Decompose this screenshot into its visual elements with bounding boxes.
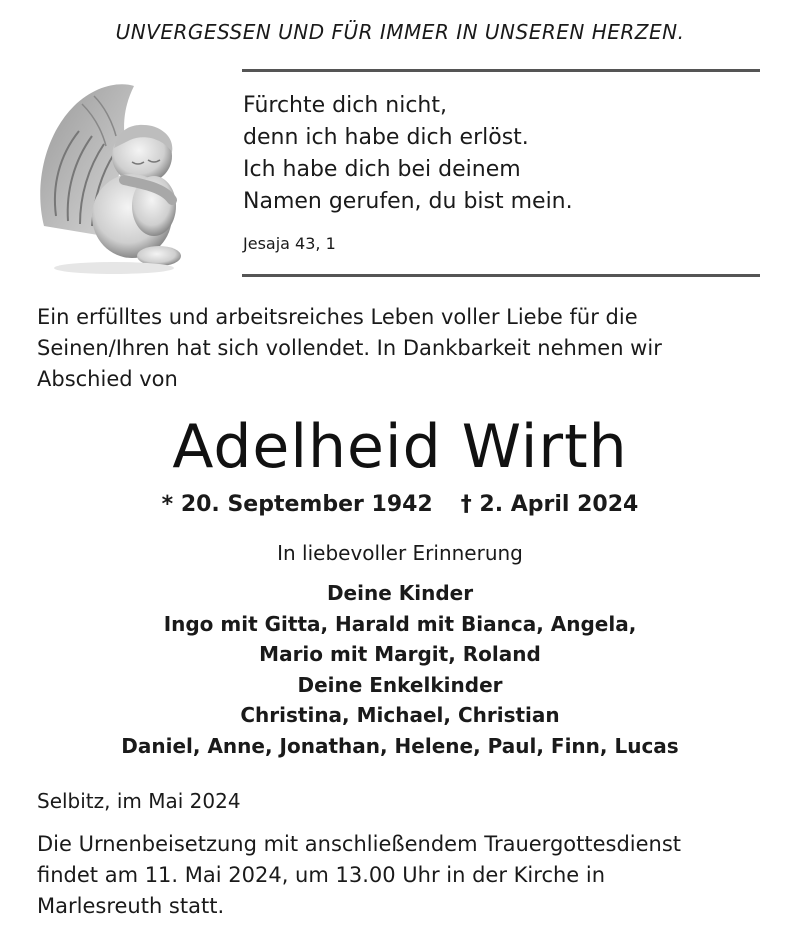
place-date: Selbitz, im Mai 2024 — [37, 789, 241, 813]
death-date: † 2. April 2024 — [460, 492, 639, 517]
mourner-line: Deine Kinder — [326, 581, 474, 605]
mourner-line: Christina, Michael, Christian — [240, 703, 560, 727]
angel-figure-icon — [34, 76, 186, 276]
verse-reference: Jesaja 43, 1 — [243, 234, 336, 253]
deceased-name: Adelheid Wirth — [172, 412, 628, 482]
verse-line: denn ich habe dich erlöst. — [243, 125, 529, 150]
mourner-line: Ingo mit Gitta, Harald mit Bianca, Angela, — [163, 611, 637, 636]
intro-line: Ein erfülltes und arbeitsreiches Leben voller Liebe für die — [37, 305, 638, 329]
verse-line: Namen gerufen, du bist mein. — [243, 189, 573, 214]
burial-line: Marlesreuth statt. — [37, 894, 225, 918]
verse-line: Ich habe dich bei deinem — [243, 157, 521, 182]
verse-line: Fürchte dich nicht, — [243, 93, 447, 118]
intro-line: Seinen/Ihren hat sich vollendet. In Dankbarkeit nehmen wir — [37, 336, 662, 360]
bible-verse — [243, 90, 573, 218]
divider-top — [242, 69, 760, 72]
motto-heading: UNVERGESSEN UND FÜR IMMER IN UNSEREN HERZEN. — [115, 20, 685, 44]
burial-info — [37, 829, 681, 922]
intro-line: Abschied von — [37, 367, 178, 391]
intro-text — [37, 302, 662, 395]
burial-line: findet am 11. Mai 2024, um 13.00 Uhr in der Kirche in — [37, 863, 606, 887]
life-dates — [0, 492, 800, 517]
mourner-line: Mario mit Margit, Roland — [259, 642, 541, 666]
birth-date: * 20. September 1942 — [161, 492, 433, 517]
mourner-line: Deine Enkelkinder — [297, 672, 503, 697]
mourners-list — [0, 578, 800, 761]
divider-bottom — [242, 274, 760, 277]
mourner-line: Daniel, Anne, Jonathan, Helene, Paul, Finn, Lucas — [121, 733, 679, 758]
burial-line: Die Urnenbeisetzung mit anschließendem Trauergottesdienst — [37, 832, 682, 856]
remembrance-line: In liebevoller Erinnerung — [277, 541, 523, 565]
